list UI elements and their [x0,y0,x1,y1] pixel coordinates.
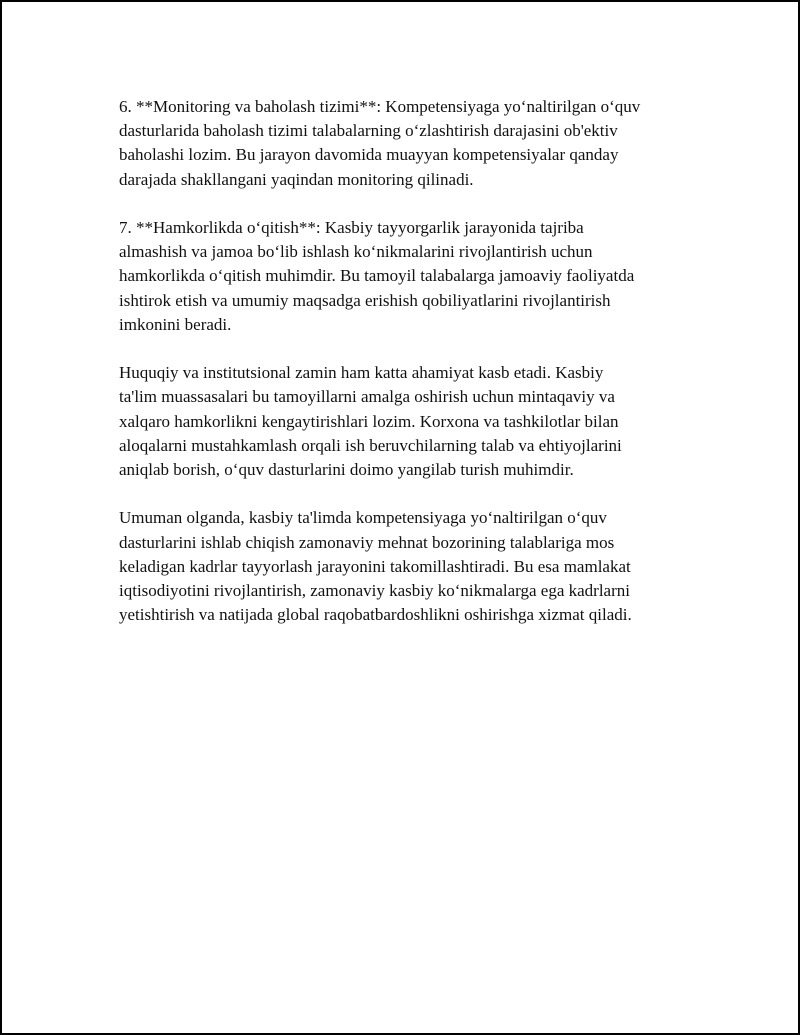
document-body [119,95,709,652]
paragraph-collaborative-learning: 7. **Hamkorlikda o‘qitish**: Kasbiy tayyorgarlik jarayonida tajriba almashish va jamoa bo‘lib ishlash ko‘nikmalarini rivojlantirish uchun hamkorlikda o‘qitish muhimdir. Bu tamoyil talabalarga jamoaviy faoliyatda ishtirok etish va umumiy maqsadga erishish qobiliyatlarini rivojlantirish imkonini beradi. [119,218,635,334]
paragraph-conclusion: Umuman olganda, kasbiy ta'limda kompetensiyaga yo‘naltirilgan o‘quv dasturlarini ishlab chiqish zamonaviy mehnat bozorining talablariga mos keladigan kadrlar tayyorlash jarayonini takomillashtiradi. Bu esa mamlakat iqtisodiyotini rivojlantirish, zamonaviy kasbiy ko‘nikmalarga ega kadrlarni yetishtirish va natijada global raqobatbardoshlikni oshirishga xizmat qiladi. [119,508,632,625]
paragraph-monitoring: 6. **Monitoring va baholash tizimi**: Kompetensiyaga yo‘naltirilgan o‘quv dasturlarida baholash tizimi talabalarning o‘zlashtirish darajasini ob'ektiv baholashi lozim. Bu jarayon davomida muayyan kompetensiyalar qanday darajada shakllangani yaqindan monitoring qilinadi. [119,97,641,189]
paragraph-legal-institutional: Huquqiy va institutsional zamin ham katta ahamiyat kasb etadi. Kasbiy ta'lim muassasalari bu tamoyillarni amalga oshirish uchun mintaqaviy va xalqaro hamkorlikni kengaytirishlari lozim. Korxona va tashkilotlar bilan aloqalarni mustahkamlash orqali ish beruvchilarning talab va ehtiyojlarini aniqlab borish, o‘quv dasturlarini doimo yangilab turish muhimdir. [119,363,622,480]
